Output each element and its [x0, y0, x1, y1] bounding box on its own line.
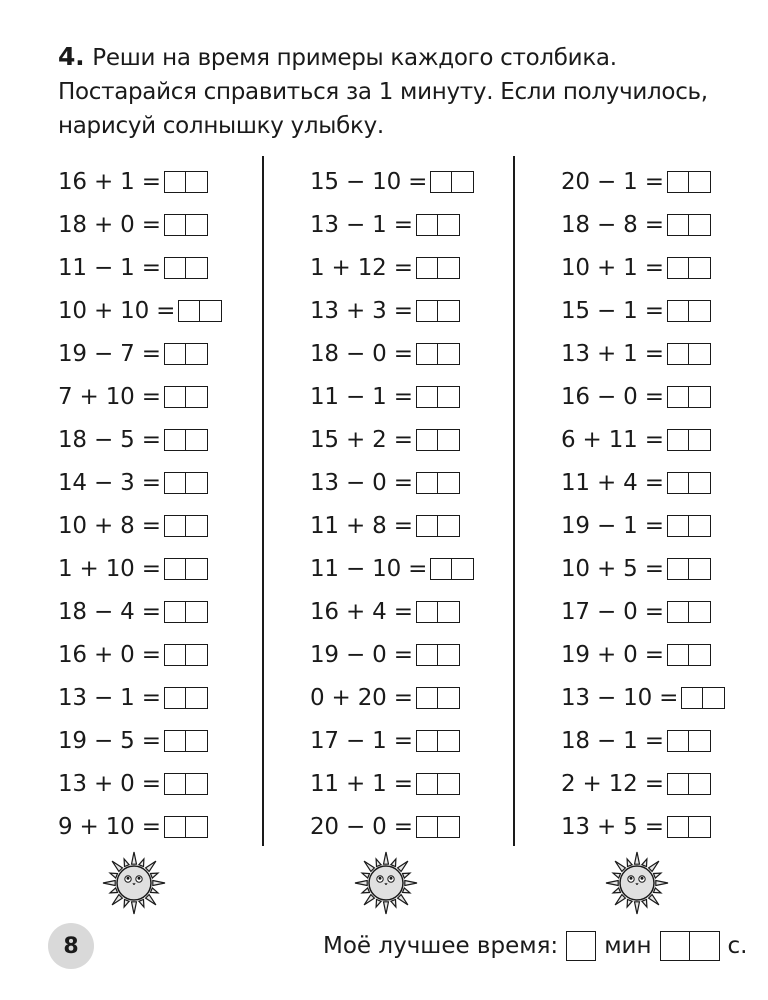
answer-boxes	[164, 601, 208, 623]
exercise-expression: 14 − 3 =	[58, 469, 161, 496]
answer-box[interactable]	[689, 601, 711, 623]
answer-box[interactable]	[416, 687, 438, 709]
exercise-expression: 6 + 11 =	[561, 426, 664, 453]
exercise-expression: 20 − 0 =	[310, 813, 413, 840]
answer-box[interactable]	[689, 472, 711, 494]
answer-box[interactable]	[689, 558, 711, 580]
answer-boxes	[416, 214, 460, 236]
task-instruction	[58, 40, 748, 143]
answer-boxes	[164, 343, 208, 365]
exercise-row	[561, 246, 768, 289]
answer-box[interactable]	[186, 730, 208, 752]
answer-boxes	[667, 171, 711, 193]
answer-boxes	[667, 472, 711, 494]
exercise-row	[561, 203, 768, 246]
answer-box[interactable]	[186, 816, 208, 838]
exercise-row	[561, 590, 768, 633]
answer-box[interactable]	[689, 257, 711, 279]
answer-boxes	[178, 300, 222, 322]
exercise-expression: 11 + 8 =	[310, 512, 413, 539]
sun-icon[interactable]	[101, 850, 167, 916]
answer-box[interactable]	[689, 214, 711, 236]
seconds-box[interactable]	[660, 931, 690, 961]
answer-box[interactable]	[667, 386, 689, 408]
answer-boxes	[416, 300, 460, 322]
exercise-expression: 19 − 7 =	[58, 340, 161, 367]
answer-box[interactable]	[667, 730, 689, 752]
answer-boxes	[416, 730, 460, 752]
answer-box[interactable]	[438, 730, 460, 752]
exercise-expression: 13 + 1 =	[561, 340, 664, 367]
answer-box[interactable]	[164, 257, 186, 279]
exercise-row	[561, 160, 768, 203]
answer-box[interactable]	[186, 687, 208, 709]
answer-boxes	[667, 429, 711, 451]
answer-boxes	[164, 816, 208, 838]
exercise-expression: 1 + 10 =	[58, 555, 161, 582]
answer-boxes	[416, 472, 460, 494]
answer-box[interactable]	[416, 515, 438, 537]
answer-box[interactable]	[452, 558, 474, 580]
answer-box[interactable]	[416, 343, 438, 365]
answer-boxes	[667, 773, 711, 795]
exercise-expression: 18 − 4 =	[58, 598, 161, 625]
answer-box[interactable]	[164, 472, 186, 494]
answer-box[interactable]	[667, 257, 689, 279]
answer-boxes	[164, 472, 208, 494]
answer-box[interactable]	[438, 515, 460, 537]
seconds-label: с.	[727, 933, 748, 959]
exercise-expression: 18 + 0 =	[58, 211, 161, 238]
minutes-label: мин	[604, 933, 652, 959]
answer-box[interactable]	[164, 773, 186, 795]
answer-box[interactable]	[689, 730, 711, 752]
exercise-row	[561, 504, 768, 547]
exercise-expression: 13 + 3 =	[310, 297, 413, 324]
answer-boxes	[164, 214, 208, 236]
answer-box[interactable]	[689, 300, 711, 322]
exercise-row	[561, 332, 768, 375]
answer-box[interactable]	[186, 773, 208, 795]
answer-box[interactable]	[164, 644, 186, 666]
answer-boxes	[667, 601, 711, 623]
answer-boxes	[667, 386, 711, 408]
column-3	[561, 160, 768, 848]
answer-boxes	[667, 214, 711, 236]
answer-box[interactable]	[416, 472, 438, 494]
answer-box[interactable]	[667, 429, 689, 451]
answer-box[interactable]	[164, 601, 186, 623]
answer-box[interactable]	[689, 515, 711, 537]
answer-boxes	[416, 515, 460, 537]
answer-box[interactable]	[416, 816, 438, 838]
exercise-expression: 11 − 1 =	[58, 254, 161, 281]
answer-box[interactable]	[164, 386, 186, 408]
answer-box[interactable]	[416, 257, 438, 279]
answer-box[interactable]	[438, 773, 460, 795]
answer-box[interactable]	[438, 300, 460, 322]
answer-box[interactable]	[186, 601, 208, 623]
exercise-expression: 9 + 10 =	[58, 813, 161, 840]
exercise-row	[561, 418, 768, 461]
exercise-expression: 19 + 0 =	[561, 641, 664, 668]
answer-boxes	[667, 644, 711, 666]
answer-box[interactable]	[186, 214, 208, 236]
best-time-row	[323, 926, 748, 966]
answer-box[interactable]	[186, 472, 208, 494]
answer-box[interactable]	[416, 644, 438, 666]
answer-box[interactable]	[667, 773, 689, 795]
answer-box[interactable]	[164, 558, 186, 580]
exercise-expression: 19 − 5 =	[58, 727, 161, 754]
answer-box[interactable]	[667, 816, 689, 838]
answer-boxes	[164, 386, 208, 408]
answer-boxes	[667, 816, 711, 838]
exercise-expression: 18 − 0 =	[310, 340, 413, 367]
task-number: 4.	[58, 42, 85, 71]
answer-box[interactable]	[438, 386, 460, 408]
exercise-expression: 19 − 0 =	[310, 641, 413, 668]
answer-boxes	[430, 558, 474, 580]
answer-box[interactable]	[186, 386, 208, 408]
answer-boxes	[164, 730, 208, 752]
task-text: Реши на время примеры каждого столбика. Постарайся справиться за 1 минуту. Если получилось, нарисуй солнышку улыбку.	[58, 45, 708, 139]
answer-box[interactable]	[667, 300, 689, 322]
answer-boxes	[416, 816, 460, 838]
column-divider	[513, 156, 515, 846]
exercise-expression: 16 − 0 =	[561, 383, 664, 410]
answer-box[interactable]	[438, 343, 460, 365]
best-time-label: Моё лучшее время:	[323, 933, 559, 959]
answer-boxes	[681, 687, 725, 709]
exercise-expression: 16 + 0 =	[58, 641, 161, 668]
exercise-expression: 7 + 10 =	[58, 383, 161, 410]
answer-box[interactable]	[438, 816, 460, 838]
answer-box[interactable]	[681, 687, 703, 709]
answer-box[interactable]	[438, 687, 460, 709]
answer-box[interactable]	[703, 687, 725, 709]
answer-boxes	[416, 644, 460, 666]
exercise-row	[561, 633, 768, 676]
answer-boxes	[667, 515, 711, 537]
answer-box[interactable]	[164, 687, 186, 709]
answer-boxes	[164, 171, 208, 193]
exercise-expression: 15 − 10 =	[310, 168, 428, 195]
answer-box[interactable]	[438, 214, 460, 236]
answer-box[interactable]	[438, 601, 460, 623]
answer-boxes	[667, 257, 711, 279]
exercise-expression: 0 + 20 =	[310, 684, 413, 711]
answer-box[interactable]	[667, 472, 689, 494]
exercise-expression: 13 − 10 =	[561, 684, 679, 711]
answer-boxes	[416, 386, 460, 408]
exercise-expression: 10 + 5 =	[561, 555, 664, 582]
seconds-box[interactable]	[690, 931, 720, 961]
answer-box[interactable]	[416, 300, 438, 322]
exercise-expression: 13 − 0 =	[310, 469, 413, 496]
answer-box[interactable]	[186, 515, 208, 537]
answer-box[interactable]	[438, 429, 460, 451]
answer-box[interactable]	[200, 300, 222, 322]
answer-box[interactable]	[416, 386, 438, 408]
answer-box[interactable]	[689, 343, 711, 365]
answer-box[interactable]	[667, 558, 689, 580]
answer-boxes	[416, 257, 460, 279]
sun-icon[interactable]	[353, 850, 419, 916]
answer-box[interactable]	[689, 429, 711, 451]
answer-box[interactable]	[430, 171, 452, 193]
answer-boxes	[164, 257, 208, 279]
exercise-expression: 18 − 5 =	[58, 426, 161, 453]
exercise-expression: 13 + 5 =	[561, 813, 664, 840]
answer-box[interactable]	[416, 730, 438, 752]
answer-box[interactable]	[164, 429, 186, 451]
answer-box[interactable]	[430, 558, 452, 580]
answer-boxes	[416, 343, 460, 365]
answer-box[interactable]	[689, 644, 711, 666]
answer-boxes	[164, 644, 208, 666]
exercise-expression: 10 + 10 =	[58, 297, 176, 324]
answer-box[interactable]	[186, 343, 208, 365]
answer-boxes	[416, 429, 460, 451]
answer-boxes	[164, 429, 208, 451]
exercise-row	[561, 805, 768, 848]
exercise-row	[561, 461, 768, 504]
answer-boxes	[667, 558, 711, 580]
answer-boxes	[164, 687, 208, 709]
answer-box[interactable]	[164, 730, 186, 752]
page-number: 8	[48, 923, 94, 969]
answer-boxes	[164, 558, 208, 580]
exercise-expression: 10 + 1 =	[561, 254, 664, 281]
exercise-expression: 16 + 4 =	[310, 598, 413, 625]
answer-boxes	[416, 687, 460, 709]
exercise-expression: 18 − 1 =	[561, 727, 664, 754]
answer-box[interactable]	[667, 214, 689, 236]
exercise-row	[561, 375, 768, 418]
exercise-expression: 17 − 0 =	[561, 598, 664, 625]
answer-box[interactable]	[416, 214, 438, 236]
answer-box[interactable]	[164, 515, 186, 537]
exercise-expression: 11 − 1 =	[310, 383, 413, 410]
answer-box[interactable]	[667, 601, 689, 623]
answer-box[interactable]	[186, 644, 208, 666]
answer-boxes	[667, 343, 711, 365]
answer-box[interactable]	[186, 558, 208, 580]
minutes-box[interactable]	[566, 931, 596, 961]
column-divider	[262, 156, 264, 846]
answer-box[interactable]	[178, 300, 200, 322]
answer-box[interactable]	[667, 343, 689, 365]
answer-box[interactable]	[667, 515, 689, 537]
answer-box[interactable]	[416, 601, 438, 623]
exercise-expression: 10 + 8 =	[58, 512, 161, 539]
exercise-row	[561, 719, 768, 762]
exercise-expression: 16 + 1 =	[58, 168, 161, 195]
exercise-expression: 13 − 1 =	[58, 684, 161, 711]
answer-box[interactable]	[438, 644, 460, 666]
exercise-expression: 11 + 1 =	[310, 770, 413, 797]
exercise-expression: 17 − 1 =	[310, 727, 413, 754]
exercise-expression: 13 − 1 =	[310, 211, 413, 238]
exercise-expression: 1 + 12 =	[310, 254, 413, 281]
exercise-row	[561, 762, 768, 805]
answer-box[interactable]	[438, 472, 460, 494]
exercise-row	[561, 289, 768, 332]
answer-box[interactable]	[164, 343, 186, 365]
answer-box[interactable]	[438, 257, 460, 279]
answer-boxes	[164, 773, 208, 795]
answer-boxes	[416, 601, 460, 623]
answer-box[interactable]	[186, 257, 208, 279]
exercise-expression: 2 + 12 =	[561, 770, 664, 797]
answer-box[interactable]	[667, 644, 689, 666]
answer-box[interactable]	[689, 816, 711, 838]
answer-box[interactable]	[164, 214, 186, 236]
exercise-row	[561, 676, 768, 719]
exercise-expression: 15 − 1 =	[561, 297, 664, 324]
answer-box[interactable]	[452, 171, 474, 193]
answer-box[interactable]	[667, 171, 689, 193]
exercise-expression: 11 − 10 =	[310, 555, 428, 582]
exercise-expression: 13 + 0 =	[58, 770, 161, 797]
exercise-expression: 18 − 8 =	[561, 211, 664, 238]
answer-boxes	[416, 773, 460, 795]
answer-box[interactable]	[164, 171, 186, 193]
answer-boxes	[667, 300, 711, 322]
answer-box[interactable]	[416, 773, 438, 795]
answer-box[interactable]	[164, 816, 186, 838]
answer-box[interactable]	[689, 171, 711, 193]
answer-boxes	[430, 171, 474, 193]
answer-boxes	[667, 730, 711, 752]
answer-box[interactable]	[689, 386, 711, 408]
answer-box[interactable]	[186, 429, 208, 451]
answer-boxes	[164, 515, 208, 537]
exercise-row	[561, 547, 768, 590]
exercise-expression: 19 − 1 =	[561, 512, 664, 539]
exercise-expression: 15 + 2 =	[310, 426, 413, 453]
answer-box[interactable]	[689, 773, 711, 795]
answer-box[interactable]	[416, 429, 438, 451]
exercise-expression: 11 + 4 =	[561, 469, 664, 496]
answer-box[interactable]	[186, 171, 208, 193]
sun-icon[interactable]	[604, 850, 670, 916]
exercise-expression: 20 − 1 =	[561, 168, 664, 195]
